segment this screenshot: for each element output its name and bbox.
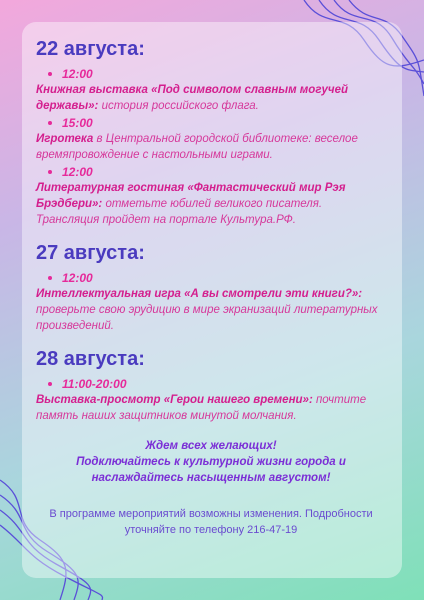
bullet-icon: [48, 72, 52, 76]
day-section: [36, 38, 386, 228]
changes-note: В программе мероприятий возможны изменения. Подробности уточняйте по телефону 216-47-19: [49, 508, 373, 536]
event-time: 12:00: [48, 165, 386, 179]
event-time: 12:00: [48, 67, 386, 81]
event-description: Интеллектуальная игра «А вы смотрели эти книги?»: проверьте свою эрудицию в мире экранизаций литературных произведений.: [36, 288, 378, 332]
bullet-icon: [48, 170, 52, 174]
bullet-icon: [48, 276, 52, 280]
event-time: 12:00: [48, 271, 386, 285]
invitation-line-1: Ждем всех желающих!: [145, 440, 277, 452]
event-time: 11:00-20:00: [48, 377, 386, 391]
event-description: Литературная гостиная «Фантастический мир Рэя Брэдбери»: отметьте юбилей великого писателя. Трансляция пройдет на портале Культура.РФ.: [36, 182, 346, 226]
schedule: [36, 38, 386, 538]
event-description: Книжная выставка «Под символом славным могучей державы»: история российского флага.: [36, 84, 348, 112]
day-heading: 27 августа:: [36, 242, 145, 264]
invitation-text: [36, 438, 386, 486]
event-time: 15:00: [48, 116, 386, 130]
day-heading: 22 августа:: [36, 38, 145, 60]
day-section: [36, 242, 386, 334]
bullet-icon: [48, 121, 52, 125]
day-section: [36, 348, 386, 424]
day-heading: 28 августа:: [36, 348, 145, 370]
invitation-line-2: Подключайтесь к культурной жизни города и наслаждайтесь насыщенным августом!: [76, 456, 346, 484]
bullet-icon: [48, 382, 52, 386]
event-description: Выставка-просмотр «Герои нашего времени»: почтите память наших защитников минутой молчания.: [36, 394, 367, 422]
event-description: Игротека в Центральной городской библиотеке: веселое времяпровождение с настольными играми.: [36, 133, 358, 161]
